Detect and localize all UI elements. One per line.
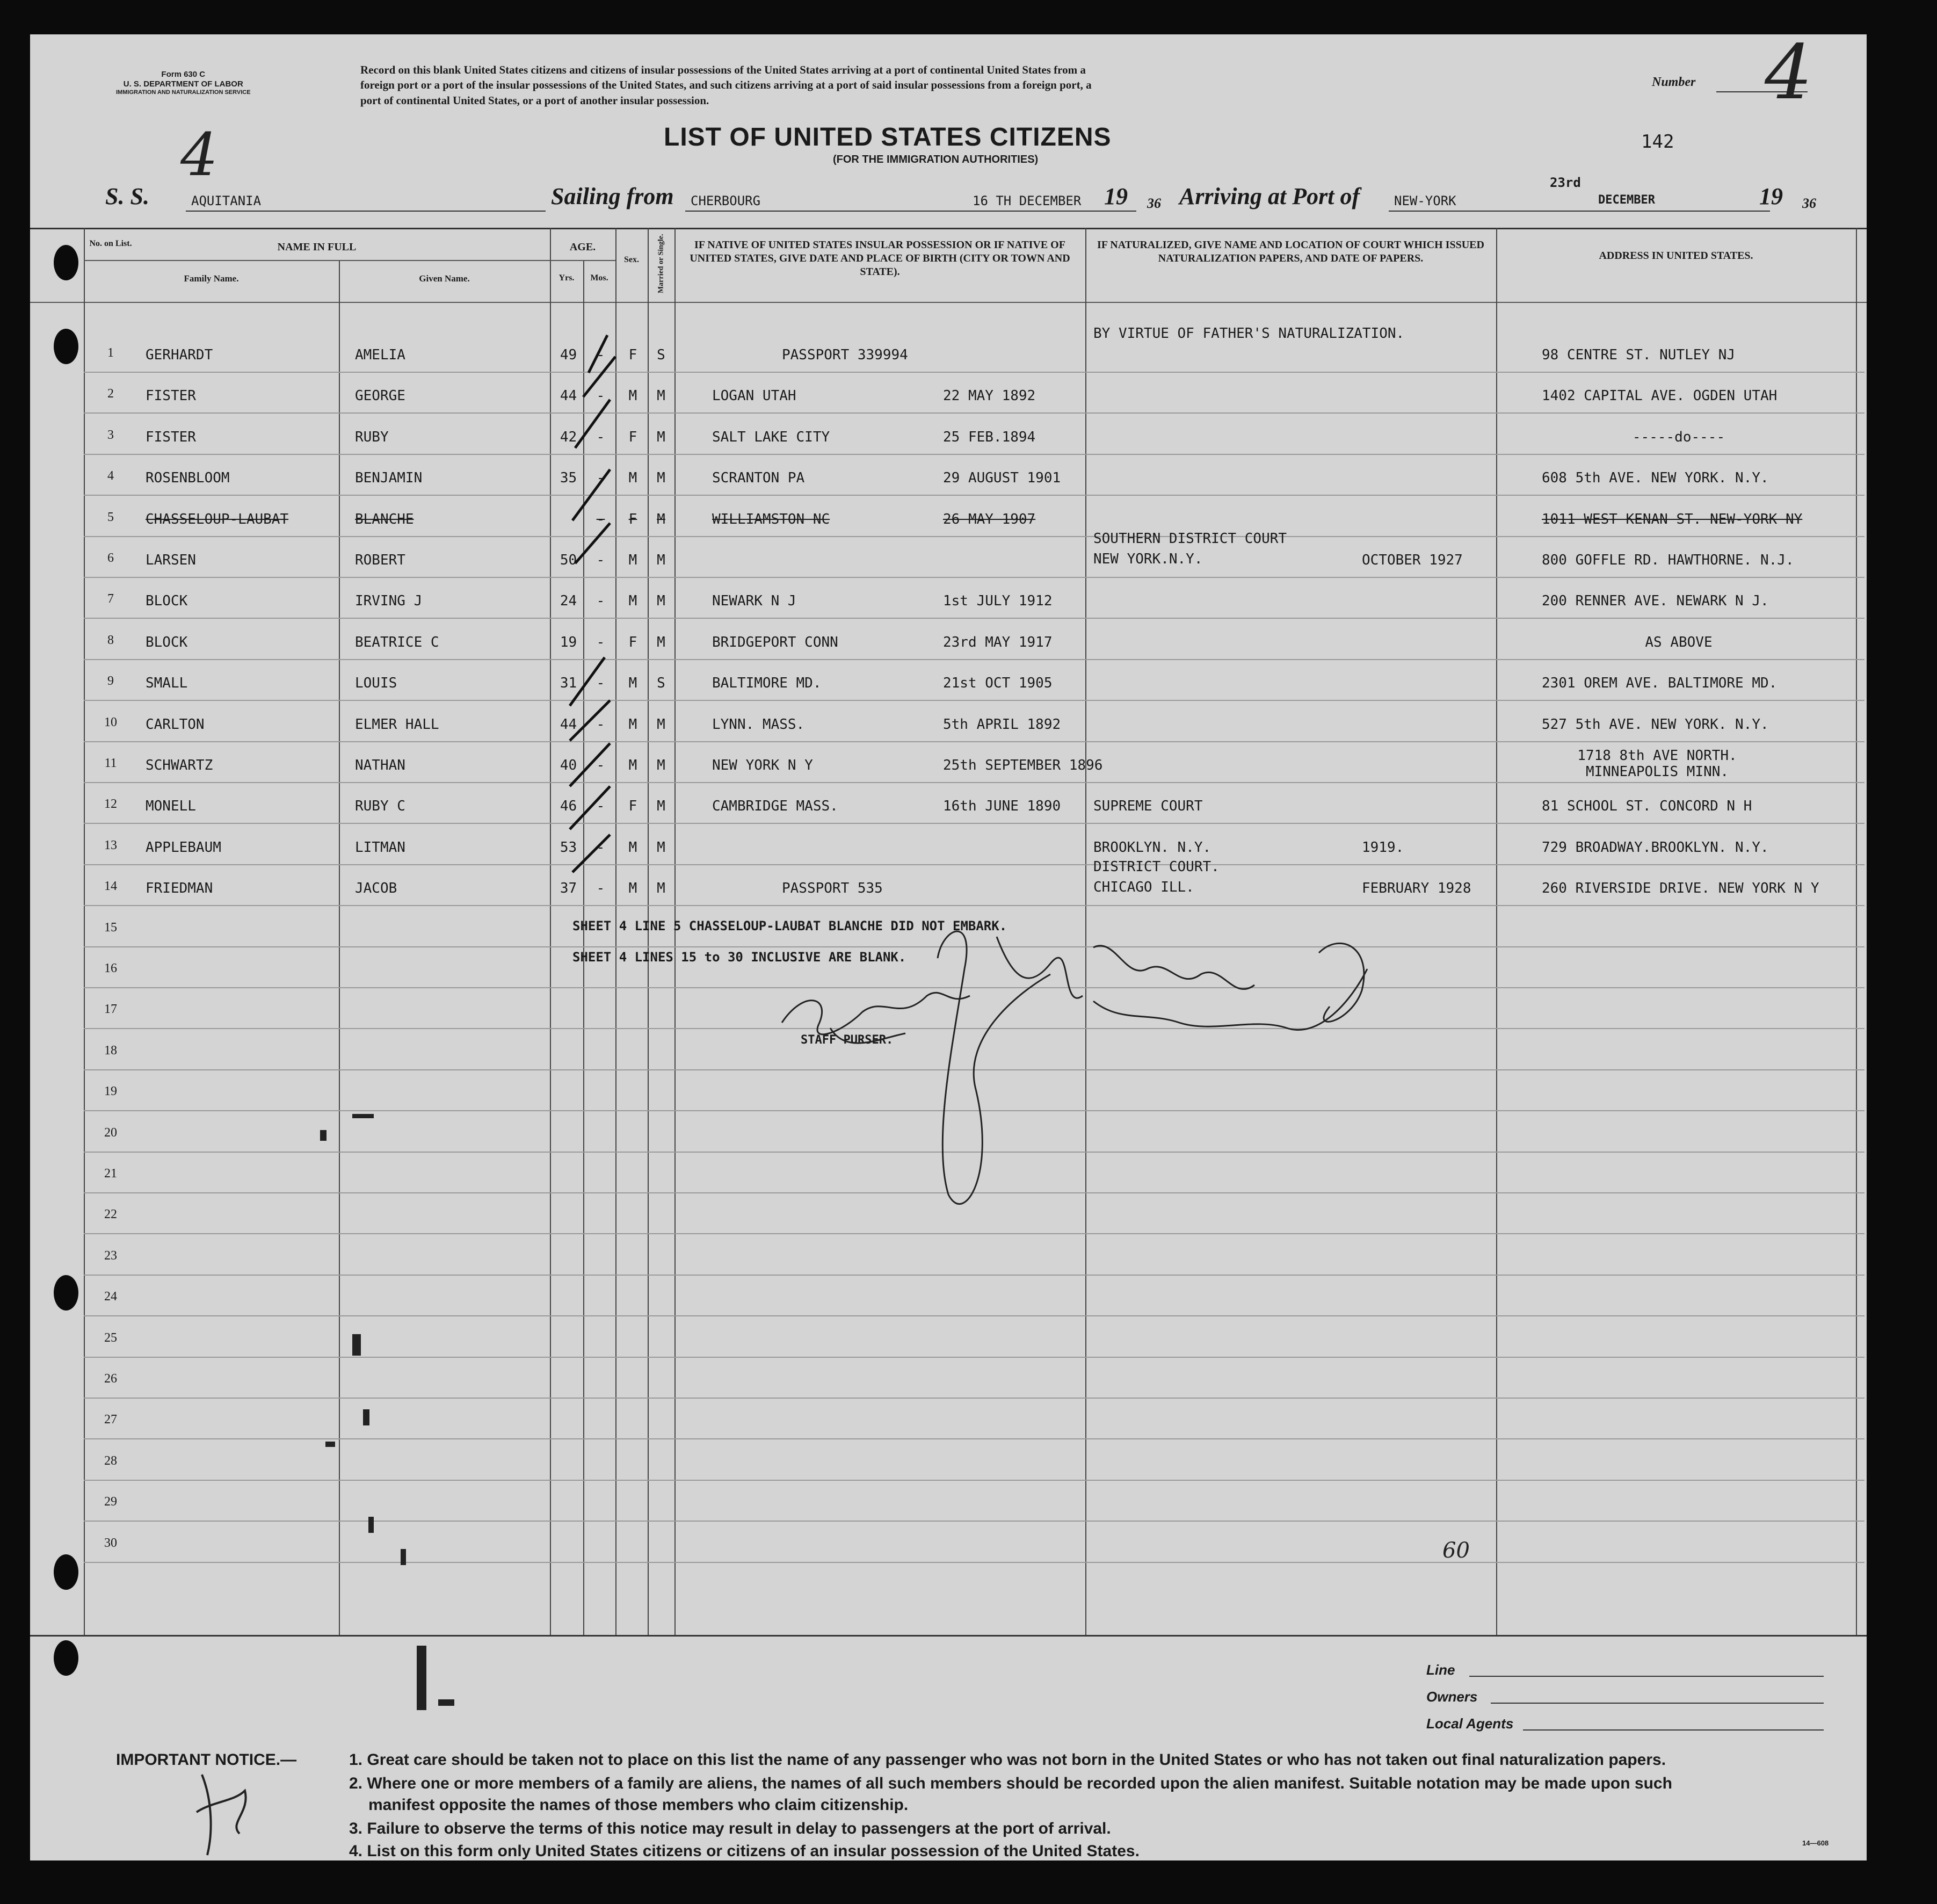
- marital-cell: M: [657, 798, 665, 815]
- note-line-2: SHEET 4 LINES 15 to 30 INCLUSIVE ARE BLANK.: [572, 950, 906, 965]
- col-divider: [1856, 228, 1857, 1635]
- sailing-label: Sailing from: [551, 183, 674, 209]
- marital-cell: M: [657, 593, 665, 610]
- naturalization-date-cell: FEBRUARY 1928: [1362, 880, 1471, 897]
- form-agency-block: [116, 70, 251, 96]
- given-name-cell: AMELIA: [355, 347, 405, 363]
- instructions-block: [360, 62, 1092, 108]
- smudge: [325, 1442, 335, 1447]
- row-rule: [84, 823, 1865, 824]
- check-mark: [570, 786, 610, 829]
- marital-cell: M: [657, 388, 665, 404]
- age-years-cell: 40: [560, 757, 577, 773]
- marital-cell: S: [657, 675, 665, 692]
- row-rule: [84, 536, 1865, 537]
- punch-hole: [54, 1275, 78, 1311]
- age-years-cell: 42: [560, 429, 577, 445]
- row-number: 18: [104, 1043, 117, 1058]
- birth-place-cell: LYNN. MASS.: [712, 716, 805, 733]
- age-months-cell: -: [596, 470, 605, 487]
- smudge: [363, 1409, 369, 1425]
- page-subtitle: (FOR THE IMMIGRATION AUTHORITIES): [833, 154, 1039, 165]
- row-number: 29: [104, 1495, 117, 1509]
- row-number: 15: [104, 920, 117, 935]
- row-number: 25: [104, 1330, 117, 1345]
- family-name-cell: SCHWARTZ: [146, 757, 213, 773]
- age-months-cell: -: [596, 716, 605, 733]
- birth-date-cell: 26 MAY 1907: [943, 511, 1036, 527]
- row-number: 20: [104, 1125, 117, 1140]
- birth-date-cell: 5th APRIL 1892: [943, 716, 1061, 733]
- address-cell: AS ABOVE: [1645, 634, 1713, 650]
- note-line-1: SHEET 4 LINE 5 CHASSELOUP-LAUBAT BLANCHE DID NOT EMBARK.: [572, 918, 1007, 933]
- marital-cell: M: [657, 511, 665, 527]
- scan-smudges: [191, 1098, 621, 1850]
- given-name-cell: JACOB: [355, 880, 397, 897]
- header-married-single: Married or Single.: [657, 234, 665, 294]
- address-cell: 260 RIVERSIDE DRIVE. NEW YORK N Y: [1542, 880, 1819, 897]
- age-months-cell: -: [596, 675, 605, 692]
- row-number: 19: [104, 1084, 117, 1099]
- check-mark: [572, 835, 610, 872]
- table-top-border: [30, 228, 1867, 229]
- row-number: 30: [104, 1536, 117, 1550]
- smudge: [368, 1517, 374, 1533]
- family-name-cell: FISTER: [146, 429, 196, 445]
- address-cell: 800 GOFFLE RD. HAWTHORNE. N.J.: [1542, 552, 1794, 568]
- age-months-cell: -: [596, 552, 605, 568]
- given-name-cell: ROBERT: [355, 552, 405, 568]
- row-rule: [84, 372, 1865, 373]
- row-number: 17: [104, 1002, 117, 1017]
- row-number: 5: [107, 510, 114, 524]
- row-rule: [84, 618, 1865, 619]
- stamp-number: 142: [1641, 131, 1674, 153]
- notice-item-3: 3. Failure to observe the terms of this notice may result in delay to passengers at the port of arrival.: [349, 1820, 1111, 1837]
- family-name-cell: MONELL: [146, 798, 196, 815]
- sex-cell: F: [628, 347, 637, 363]
- header-sex: Sex.: [624, 255, 639, 264]
- marital-cell: M: [657, 552, 665, 568]
- age-months-cell: -: [596, 798, 605, 815]
- purser-signature: [782, 993, 970, 1034]
- sailing-port: CHERBOURG: [691, 193, 761, 208]
- handwritten-sheet-number: 4: [180, 120, 218, 189]
- row-number: 23: [104, 1248, 117, 1263]
- marital-cell: M: [657, 716, 665, 733]
- col-divider: [1496, 228, 1497, 1635]
- sex-cell: M: [628, 675, 637, 692]
- tally-marks: [546, 303, 707, 937]
- punch-hole: [54, 329, 78, 364]
- smudge: [352, 1334, 361, 1356]
- age-years-cell: 19: [560, 634, 577, 650]
- age-years-cell: 46: [560, 798, 577, 815]
- owners-label: Owners: [1426, 1689, 1478, 1705]
- smudge: [401, 1549, 406, 1565]
- row-number: 6: [107, 551, 114, 565]
- marital-cell: M: [657, 757, 665, 773]
- naturalization-date-cell: OCTOBER 1927: [1362, 552, 1463, 568]
- given-name-cell: BENJAMIN: [355, 470, 423, 487]
- row-number: 14: [104, 879, 117, 894]
- age-years-cell: 31: [560, 675, 577, 692]
- row-number: 3: [107, 428, 114, 442]
- naturalization-date-cell: 1919.: [1362, 839, 1404, 856]
- form-number: Form 630 C: [161, 70, 206, 79]
- address-cell: -----do----: [1632, 429, 1725, 445]
- naturalization-court-line: NEW YORK.N.Y.: [1093, 551, 1203, 567]
- sailing-underline: [685, 211, 1136, 212]
- arrival-day: 23rd: [1550, 175, 1581, 190]
- row-rule: [84, 782, 1865, 783]
- row-rule: [84, 454, 1865, 455]
- address-cell: 608 5th AVE. NEW YORK. N.Y.: [1542, 470, 1769, 487]
- row-rule: [84, 700, 1865, 701]
- family-name-cell: FRIEDMAN: [146, 880, 213, 897]
- birth-place-cell: CAMBRIDGE MASS.: [712, 798, 838, 815]
- footer-code: 14—608: [1802, 1839, 1829, 1847]
- sex-cell: M: [628, 593, 637, 610]
- header-birth: IF NATIVE OF UNITED STATES INSULAR POSSESSION OR IF NATIVE OF UNITED STATES, GIVE DATE AND PLACE OF BIRTH (CITY OR TOWN AND STATE).: [690, 239, 1070, 278]
- header-bottom-border: [30, 302, 1867, 303]
- header-no-on-list: No. on List.: [89, 239, 132, 248]
- address-line: MINNEAPOLIS MINN.: [1585, 764, 1729, 780]
- address-line: 1718 8th AVE NORTH.: [1577, 748, 1737, 764]
- arrival-year: 36: [1802, 196, 1816, 211]
- birth-place-cell: BALTIMORE MD.: [712, 675, 822, 692]
- age-months-cell: -: [596, 880, 605, 897]
- instruction-line: port of continental United States, or a port of another insular possession.: [360, 93, 709, 107]
- birth-date-cell: 25 FEB.1894: [943, 429, 1036, 445]
- birth-date-cell: 21st OCT 1905: [943, 675, 1053, 692]
- officer-signature: [938, 931, 1050, 1204]
- birth-place-cell: PASSPORT 339994: [782, 347, 908, 363]
- birth-date-cell: 29 AUGUST 1901: [943, 470, 1061, 487]
- row-number: 2: [107, 387, 114, 401]
- marital-cell: M: [657, 634, 665, 650]
- age-months-cell: -: [596, 388, 605, 404]
- birth-place-cell: BRIDGEPORT CONN: [712, 634, 838, 650]
- row-number: 11: [104, 756, 117, 770]
- row-number: 4: [107, 469, 114, 483]
- handwritten-number: 4: [1765, 34, 1813, 117]
- family-name-cell: BLOCK: [146, 634, 188, 650]
- given-name-cell: NATHAN: [355, 757, 405, 773]
- address-cell: 98 CENTRE ST. NUTLEY NJ: [1542, 347, 1736, 363]
- manifest-page: [30, 34, 1867, 1860]
- family-name-cell: APPLEBAUM: [146, 839, 221, 856]
- row-rule: [84, 577, 1865, 578]
- row-number: 27: [104, 1413, 117, 1427]
- row-number: 28: [104, 1453, 117, 1468]
- age-months-cell: -: [596, 839, 605, 856]
- local-agents-label: Local Agents: [1426, 1715, 1514, 1732]
- notice-label: IMPORTANT NOTICE.—: [116, 1751, 297, 1769]
- sailing-date: 16 TH DECEMBER: [973, 193, 1082, 208]
- ship-name: AQUITANIA: [191, 193, 262, 208]
- header-yrs: Yrs.: [558, 273, 575, 283]
- check-mark: [583, 357, 615, 397]
- sex-cell: F: [628, 634, 637, 650]
- family-name-cell: LARSEN: [146, 552, 196, 568]
- page-title: LIST OF UNITED STATES CITIZENS: [664, 123, 1112, 151]
- naturalization-court-cell: [1093, 529, 1287, 569]
- header-mos: Mos.: [590, 273, 608, 283]
- sex-cell: M: [628, 716, 637, 733]
- row-number: 7: [107, 592, 114, 606]
- arrival-port: NEW-YORK: [1394, 193, 1456, 208]
- row-number: 1: [107, 346, 114, 360]
- age-months-cell: -: [596, 757, 605, 773]
- birth-date-cell: 1st JULY 1912: [943, 593, 1053, 610]
- age-months-cell: -: [596, 429, 605, 445]
- smudge: [438, 1699, 454, 1706]
- age-years-cell: 24: [560, 593, 577, 610]
- smudge: [417, 1646, 426, 1710]
- age-header-divider: [550, 260, 615, 261]
- row-rule: [84, 495, 1865, 496]
- address-cell: 729 BROADWAY.BROOKLYN. N.Y.: [1542, 839, 1769, 856]
- address-cell: 527 5th AVE. NEW YORK. N.Y.: [1542, 716, 1769, 733]
- family-name-cell: SMALL: [146, 675, 188, 692]
- row-number: 13: [104, 838, 117, 852]
- sex-cell: F: [628, 511, 637, 527]
- instruction-line: foreign port or a port of the insular possessions of the United States, and such citizens arriving at a port of said insular possessions from a foreign port, a: [360, 78, 1092, 92]
- given-name-cell: RUBY C: [355, 798, 405, 815]
- line-label: Line: [1426, 1662, 1455, 1678]
- address-cell: 2301 OREM AVE. BALTIMORE MD.: [1542, 675, 1778, 692]
- row-number: 26: [104, 1372, 117, 1386]
- address-cell: 1402 CAPITAL AVE. OGDEN UTAH: [1542, 388, 1778, 404]
- notice-item-4: 4. List on this form only United States citizens or citizens of an insular possession of the United States.: [349, 1842, 1140, 1860]
- row-number: 8: [107, 633, 114, 647]
- given-name-cell: GEORGE: [355, 388, 405, 404]
- given-name-cell: BEATRICE C: [355, 634, 439, 650]
- smudge: [352, 1114, 374, 1118]
- sex-cell: M: [628, 880, 637, 897]
- given-name-cell: IRVING J: [355, 593, 423, 610]
- age-years-cell: 44: [560, 716, 577, 733]
- marital-cell: S: [657, 347, 665, 363]
- address-cell: 81 SCHOOL ST. CONCORD N H: [1542, 798, 1752, 815]
- header-naturalized: IF NATURALIZED, GIVE NAME AND LOCATION OF COURT WHICH ISSUED NATURALIZATION PAPERS, AND DATE OF PAPERS.: [1097, 239, 1484, 264]
- naturalization-court-line: SOUTHERN DISTRICT COURT: [1093, 531, 1287, 547]
- mark-stroke: [197, 1775, 246, 1855]
- arrival-year-prefix: 19: [1759, 183, 1783, 209]
- number-label: Number: [1652, 75, 1696, 89]
- staff-purser-label: STAFF PURSER.: [801, 1033, 894, 1047]
- signature-scrawls: [771, 861, 1469, 1237]
- check-mark: [570, 743, 610, 786]
- name-header-divider: [84, 260, 550, 261]
- naturalization-court-line: CHICAGO ILL.: [1093, 879, 1194, 896]
- birth-place-cell: LOGAN UTAH: [712, 388, 796, 404]
- header-name-in-full: NAME IN FULL: [277, 241, 357, 253]
- given-name-cell: BLANCHE: [355, 511, 414, 527]
- marital-cell: M: [657, 470, 665, 487]
- marital-cell: M: [657, 880, 665, 897]
- birth-date-cell: 22 MAY 1892: [943, 388, 1036, 404]
- header-age: AGE.: [569, 241, 596, 253]
- instruction-line: Record on this blank United States citizens and citizens of insular possessions of the United States arriving at a port of continental United States from a: [360, 63, 1086, 76]
- naturalization-court-cell: BROOKLYN. N.Y.: [1093, 839, 1211, 856]
- given-name-cell: ELMER HALL: [355, 716, 439, 733]
- given-name-cell: RUBY: [355, 429, 389, 445]
- header-given-name: Given Name.: [419, 273, 470, 284]
- row-number: 24: [104, 1290, 117, 1304]
- punch-hole: [54, 1640, 78, 1676]
- birth-date-cell: 16th JUNE 1890: [943, 798, 1061, 815]
- age-months-cell: -: [596, 593, 605, 610]
- sex-cell: M: [628, 470, 637, 487]
- sex-cell: F: [628, 429, 637, 445]
- department: U. S. DEPARTMENT OF LABOR: [123, 79, 243, 89]
- birth-place-cell: PASSPORT 535: [782, 880, 883, 897]
- birth-place-cell: NEWARK N J: [712, 593, 796, 610]
- check-mark: [575, 400, 610, 448]
- marital-cell: M: [657, 429, 665, 445]
- purser-signature: [830, 1028, 905, 1043]
- handwritten-mark: [191, 1769, 256, 1860]
- naturalization-court-cell: BY VIRTUE OF FATHER'S NATURALIZATION.: [1093, 325, 1405, 342]
- notice-item-2: 2. Where one or more members of a family are aliens, the names of all such members should be recorded upon the alien manifest. Suitable notation may be made upon such: [349, 1775, 1672, 1792]
- arrival-underline: [1389, 211, 1770, 212]
- officer-signature: [997, 937, 1083, 998]
- owners-underline: [1491, 1703, 1824, 1704]
- page-count: 60: [1442, 1538, 1470, 1563]
- punch-hole: [54, 1554, 78, 1590]
- sailing-year-prefix: 19: [1104, 183, 1128, 209]
- row-number: 22: [104, 1207, 117, 1222]
- row-number: 21: [104, 1167, 117, 1181]
- family-name-cell: BLOCK: [146, 593, 188, 610]
- marital-cell: M: [657, 839, 665, 856]
- sailing-year: 36: [1147, 196, 1161, 211]
- check-mark: [589, 335, 607, 373]
- birth-place-cell: WILLIAMSTON NC: [712, 511, 830, 527]
- birth-date-cell: 23rd MAY 1917: [943, 634, 1053, 650]
- given-name-cell: LOUIS: [355, 675, 397, 692]
- smudge: [320, 1130, 327, 1141]
- birth-place-cell: NEW YORK N Y: [712, 757, 813, 773]
- ship-underline: [186, 211, 546, 212]
- ss-label: S. S.: [105, 183, 149, 209]
- address-cell: 200 RENNER AVE. NEWARK N J.: [1542, 593, 1769, 610]
- naturalization-court-cell: SUPREME COURT: [1093, 798, 1203, 815]
- header-address: ADDRESS IN UNITED STATES.: [1599, 250, 1753, 262]
- sex-cell: M: [628, 552, 637, 568]
- arrival-month: DECEMBER: [1598, 193, 1655, 207]
- birth-place-cell: SALT LAKE CITY: [712, 429, 830, 445]
- row-number: 10: [104, 715, 117, 729]
- service: IMMIGRATION AND NATURALIZATION SERVICE: [116, 89, 251, 96]
- family-name-cell: ROSENBLOOM: [146, 470, 230, 487]
- age-years-cell: 37: [560, 880, 577, 897]
- age-years-cell: 44: [560, 388, 577, 404]
- officer-signature: [1319, 943, 1364, 1022]
- given-name-cell: LITMAN: [355, 839, 405, 856]
- sex-cell: F: [628, 798, 637, 815]
- notice-item-2-cont: manifest opposite the names of those members who claim citizenship.: [368, 1796, 909, 1814]
- sex-cell: M: [628, 839, 637, 856]
- family-name-cell: CHASSELOUP-LAUBAT: [146, 511, 289, 527]
- punch-hole: [54, 245, 78, 280]
- age-months-cell: -: [596, 347, 605, 363]
- check-mark: [570, 657, 605, 706]
- line-underline: [1469, 1676, 1824, 1677]
- family-name-cell: CARLTON: [146, 716, 205, 733]
- check-mark: [570, 700, 610, 741]
- birth-place-cell: SCRANTON PA: [712, 470, 805, 487]
- row-rule: [84, 412, 1865, 414]
- naturalization-court-line: DISTRICT COURT.: [1093, 859, 1220, 875]
- row-number: 9: [107, 674, 114, 689]
- age-years-cell: 35: [560, 470, 577, 487]
- age-months-cell: -: [596, 511, 605, 527]
- address-cell: [1518, 748, 1797, 780]
- check-mark: [572, 469, 610, 520]
- sex-cell: M: [628, 388, 637, 404]
- check-mark: [575, 523, 610, 563]
- row-number: 12: [104, 797, 117, 812]
- officer-signature: [1093, 946, 1254, 989]
- family-name-cell: FISTER: [146, 388, 196, 404]
- age-years-cell: 50: [560, 552, 577, 568]
- family-name-cell: GERHARDT: [146, 347, 213, 363]
- agents-underline: [1523, 1729, 1824, 1731]
- arriving-label: Arriving at Port of: [1179, 183, 1360, 209]
- header-family-name: Family Name.: [184, 273, 239, 284]
- age-months-cell: -: [596, 634, 605, 650]
- address-cell: 1011 WEST KENAN ST. NEW-YORK NY: [1542, 511, 1803, 527]
- age-years-cell: 53: [560, 839, 577, 856]
- sex-cell: M: [628, 757, 637, 773]
- row-number: 16: [104, 961, 117, 975]
- notice-item-1: 1. Great care should be taken not to place on this list the name of any passenger who was not born in the United States or who has not taken out final naturalization papers.: [349, 1751, 1666, 1769]
- birth-date-cell: 25th SEPTEMBER 1896: [943, 757, 1103, 773]
- row-rule: [84, 659, 1865, 660]
- row-rule: [84, 741, 1865, 742]
- age-years-cell: 49: [560, 347, 577, 363]
